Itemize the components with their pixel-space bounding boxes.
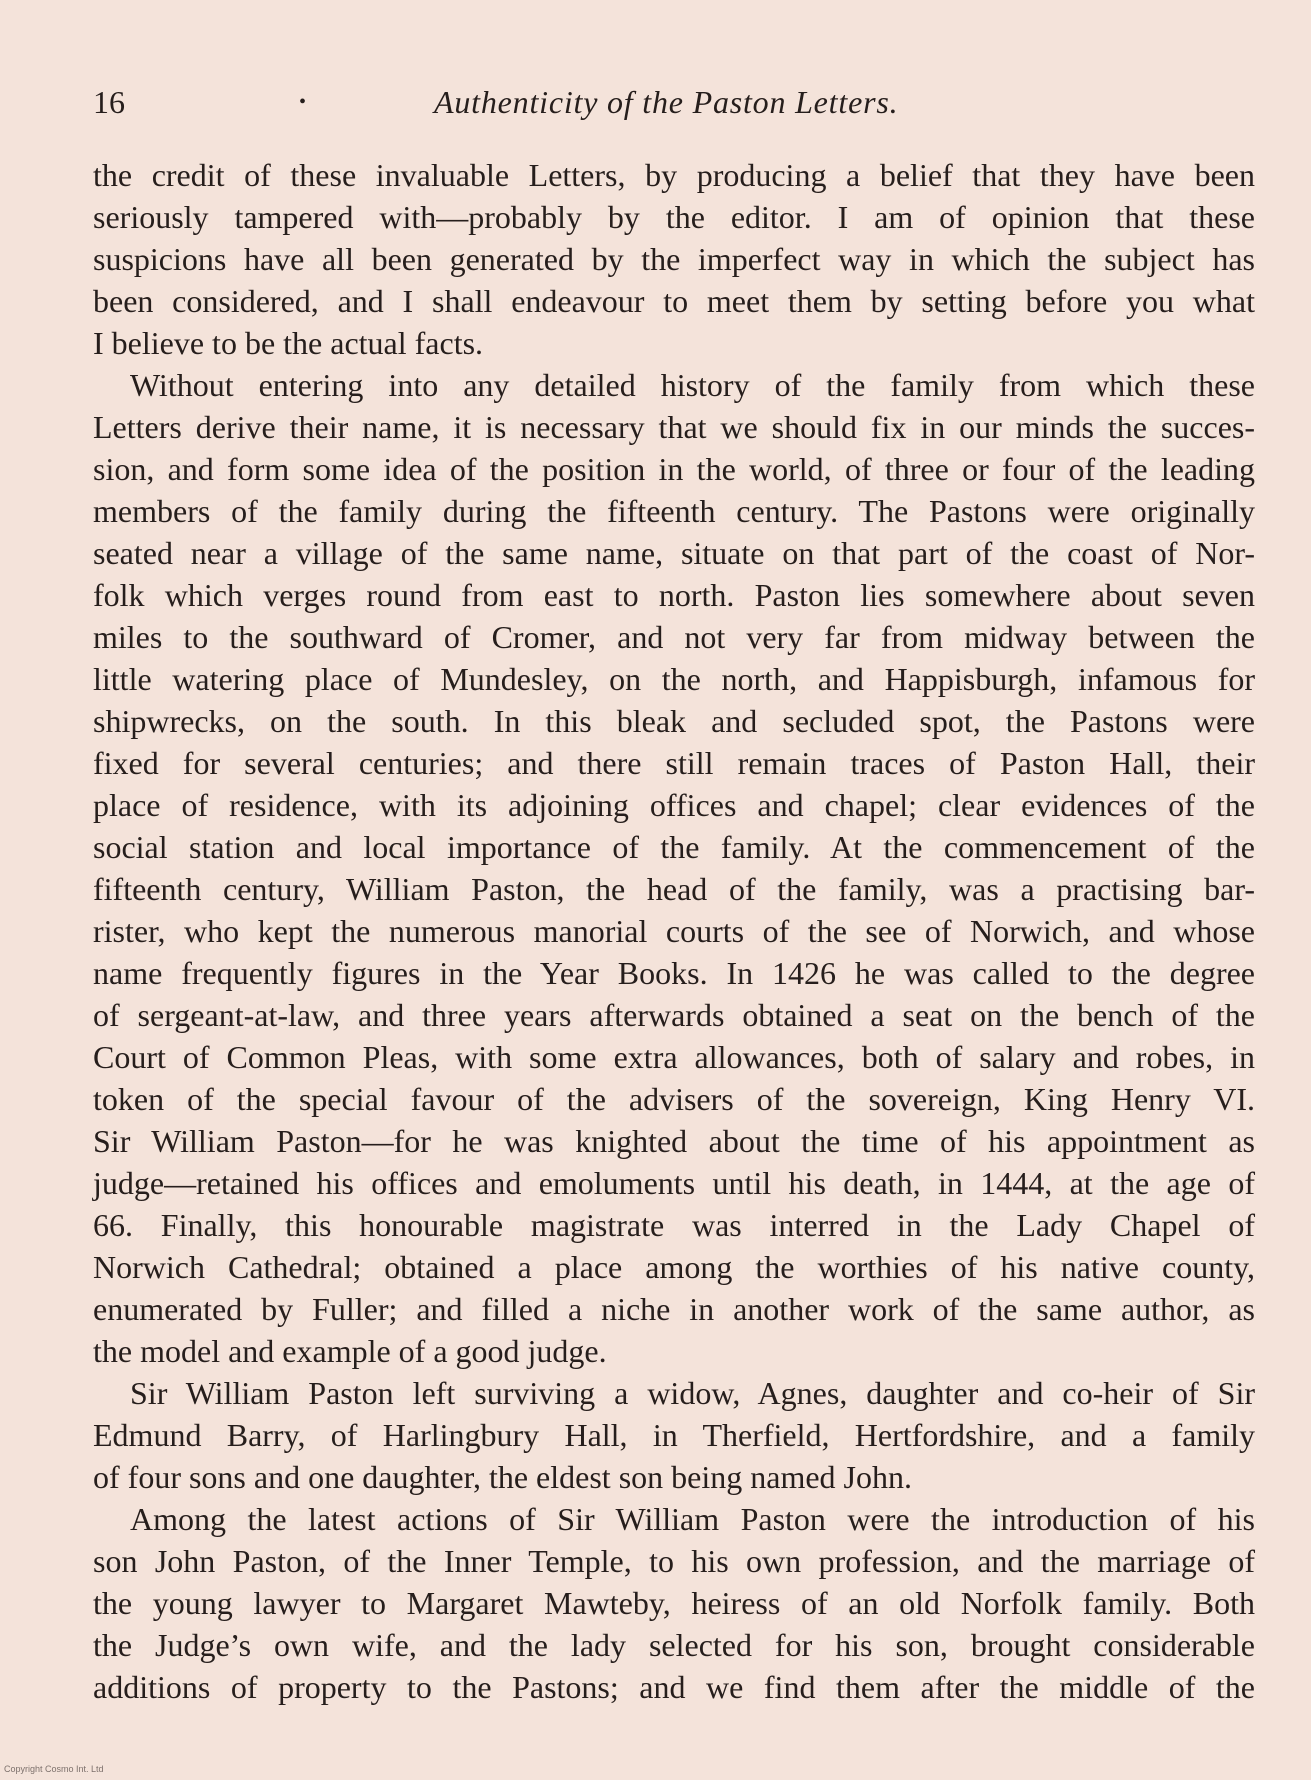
text-line: the Judge’s own wife, and the lady selected for his son, brought considerable (93, 1627, 1255, 1663)
running-title: Authenticity of the Paston Letters. (434, 84, 899, 120)
text-line: rister, who kept the numerous manorial courts of the see of Norwich, and whose (93, 913, 1255, 949)
paragraph-4 (93, 1498, 1255, 1708)
text-line: Edmund Barry, of Harlingbury Hall, in Therfield, Hertfordshire, and a family (93, 1417, 1255, 1453)
text-line: Sir William Paston left surviving a widow, Agnes, daughter and co-heir of Sir (130, 1375, 1255, 1411)
text-line: token of the special favour of the advisers of the sovereign, King Henry VI. (93, 1081, 1255, 1117)
text-line: Letters derive their name, it is necessary that we should fix in our minds the succes- (93, 409, 1255, 445)
text-line: I believe to be the actual facts. (93, 325, 484, 361)
text-line: miles to the southward of Cromer, and not very far from midway between the (93, 619, 1255, 655)
text-line: members of the family during the fifteenth century. The Pastons were originally (93, 493, 1255, 529)
text-line: suspicions have all been generated by the imperfect way in which the subject has (93, 241, 1255, 277)
paragraph-1 (93, 154, 1255, 364)
text-line: Among the latest actions of Sir William Paston were the introduction of his (130, 1501, 1255, 1537)
text-line: seriously tampered with—probably by the editor. I am of opinion that these (93, 199, 1255, 235)
text-line: of four sons and one daughter, the eldest son being named John. (93, 1459, 912, 1495)
text-line: sion, and form some idea of the position in the world, of three or four of the leading (93, 451, 1255, 487)
text-line: the model and example of a good judge. (93, 1333, 607, 1369)
text-line: Sir William Paston—for he was knighted about the time of his appointment as (93, 1123, 1255, 1159)
text-line: little watering place of Mundesley, on the north, and Happisburgh, infamous for (93, 661, 1255, 697)
paragraph-3 (93, 1372, 1255, 1498)
text-line: judge—retained his offices and emoluments until his death, in 1444, at the age of (93, 1165, 1255, 1201)
text-line: shipwrecks, on the south. In this bleak and secluded spot, the Pastons were (93, 703, 1255, 739)
text-line: son John Paston, of the Inner Temple, to his own profession, and the marriage of (93, 1543, 1255, 1579)
header-separator: • (299, 91, 307, 113)
text-line: enumerated by Fuller; and filled a niche in another work of the same author, as (93, 1291, 1255, 1327)
text-line: of sergeant-at-law, and three years afterwards obtained a seat on the bench of the (93, 997, 1255, 1033)
text-line: the young lawyer to Margaret Mawteby, heiress of an old Norfolk family. Both (93, 1585, 1255, 1621)
body-text (93, 154, 1255, 1708)
text-line: folk which verges round from east to north. Paston lies somewhere about seven (93, 577, 1255, 613)
paragraph-2 (93, 364, 1255, 1372)
text-line: additions of property to the Pastons; and we find them after the middle of the (93, 1669, 1255, 1705)
text-line: name frequently figures in the Year Books. In 1426 he was called to the degree (93, 955, 1255, 991)
copyright-watermark: Copyright Cosmo Int. Ltd (4, 1764, 104, 1774)
text-line: social station and local importance of the family. At the commencement of the (93, 829, 1255, 865)
text-line: place of residence, with its adjoining offices and chapel; clear evidences of the (93, 787, 1255, 823)
text-line: the credit of these invaluable Letters, by producing a belief that they have been (93, 157, 1255, 193)
text-line: Norwich Cathedral; obtained a place among the worthies of his native county, (93, 1249, 1255, 1285)
page-header (93, 81, 1255, 123)
text-line: Without entering into any detailed history of the family from which these (130, 367, 1255, 403)
text-line: fifteenth century, William Paston, the head of the family, was a practising bar- (93, 871, 1255, 907)
text-line: been considered, and I shall endeavour to meet them by setting before you what (93, 283, 1255, 319)
text-line: fixed for several centuries; and there still remain traces of Paston Hall, their (93, 745, 1255, 781)
page-number: 16 (93, 84, 125, 120)
text-line: Court of Common Pleas, with some extra allowances, both of salary and robes, in (93, 1039, 1255, 1075)
text-line: 66. Finally, this honourable magistrate was interred in the Lady Chapel of (93, 1207, 1255, 1243)
text-line: seated near a village of the same name, situate on that part of the coast of Nor- (93, 535, 1255, 571)
